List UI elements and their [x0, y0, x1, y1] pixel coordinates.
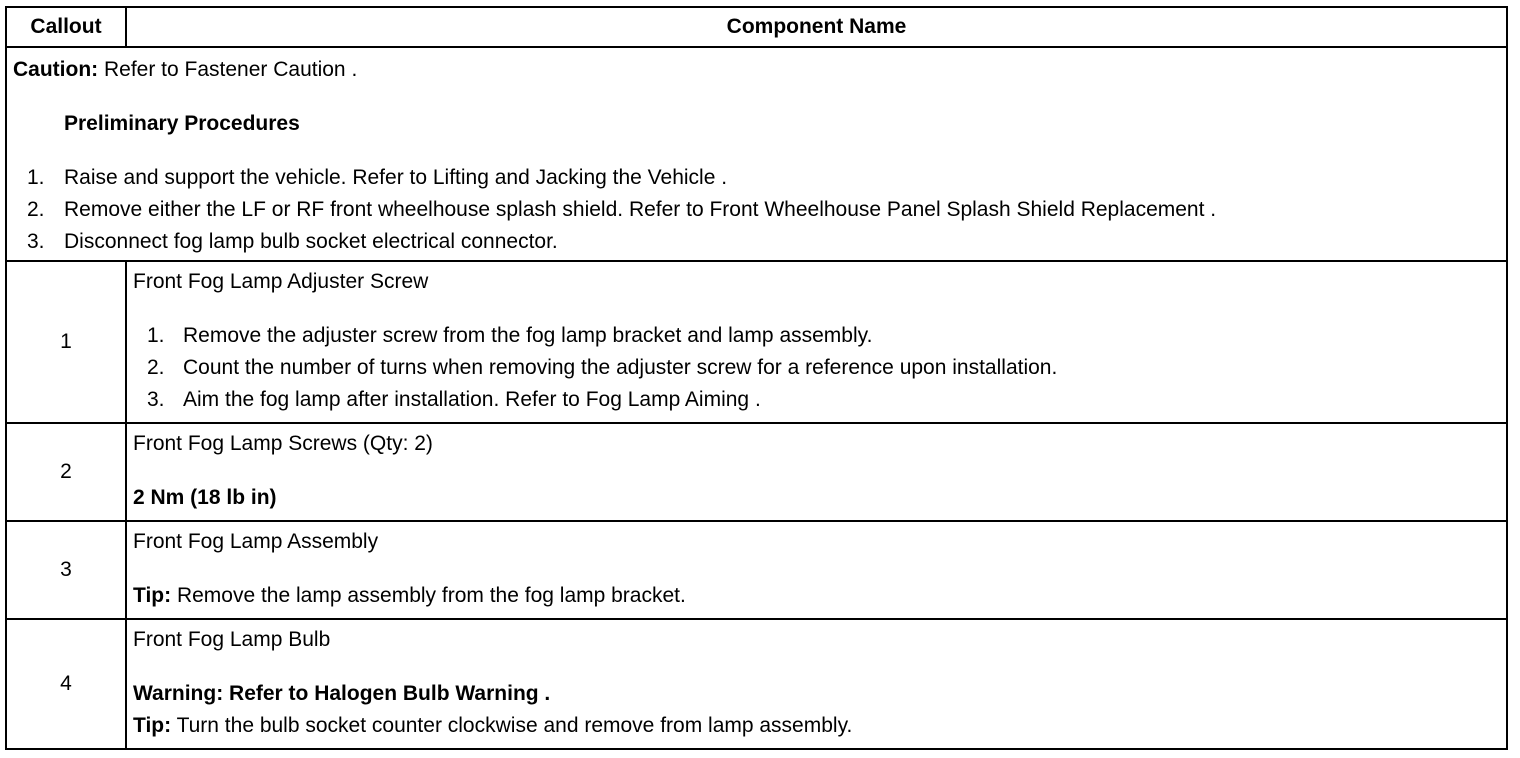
table-row [6, 261, 1507, 423]
callout-cell: 4 [6, 619, 126, 749]
component-header: Component Name [126, 7, 1507, 47]
list-item: 3. Disconnect fog lamp bulb socket electrical connector. [27, 230, 558, 253]
procedure-table [5, 6, 1508, 750]
torque-spec: 2 Nm (18 lb in) [133, 486, 277, 509]
component-cell [126, 423, 1507, 521]
caution-label: Caution: [13, 58, 99, 81]
caution-line [13, 54, 1500, 86]
component-cell [126, 521, 1507, 619]
list-item: 1. Raise and support the vehicle. Refer to Lifting and Jacking the Vehicle . [27, 166, 728, 189]
component-name: Front Fog Lamp Assembly [133, 530, 379, 553]
component-name: Front Fog Lamp Bulb [133, 628, 331, 651]
callout-cell: 3 [6, 521, 126, 619]
list-item: 3. Aim the fog lamp after installation. Refer to Fog Lamp Aiming . [147, 388, 761, 411]
callout-header: Callout [6, 7, 126, 47]
preliminary-title: Preliminary Procedures [64, 112, 300, 135]
intro-cell [6, 47, 1507, 261]
table-row [6, 521, 1507, 619]
tip-line: Tip: Turn the bulb socket counter clockwise and remove from lamp assembly. [133, 714, 853, 737]
callout-cell: 1 [6, 261, 126, 423]
table-row [6, 423, 1507, 521]
list-item: 1. Remove the adjuster screw from the fog lamp bracket and lamp assembly. [147, 324, 873, 347]
warning-line: Warning: Refer to Halogen Bulb Warning . [133, 682, 551, 705]
table-row [6, 619, 1507, 749]
component-cell [126, 261, 1507, 423]
list-item: 2. Remove either the LF or RF front wheelhouse splash shield. Refer to Front Wheelhouse Panel Splash Shield Replacement . [27, 198, 1217, 221]
component-name: Front Fog Lamp Adjuster Screw [133, 270, 429, 293]
intro-row [6, 47, 1507, 261]
header-row [6, 7, 1507, 47]
caution-text: Refer to Fastener Caution . [98, 58, 358, 81]
component-cell [126, 619, 1507, 749]
component-name: Front Fog Lamp Screws (Qty: 2) [133, 432, 433, 455]
preliminary-steps [13, 162, 1500, 258]
callout-cell: 2 [6, 423, 126, 521]
tip-line: Tip: Remove the lamp assembly from the fog lamp bracket. [133, 584, 686, 607]
component-steps [133, 320, 1500, 416]
list-item: 2. Count the number of turns when removing the adjuster screw for a reference upon installation. [147, 356, 1058, 379]
